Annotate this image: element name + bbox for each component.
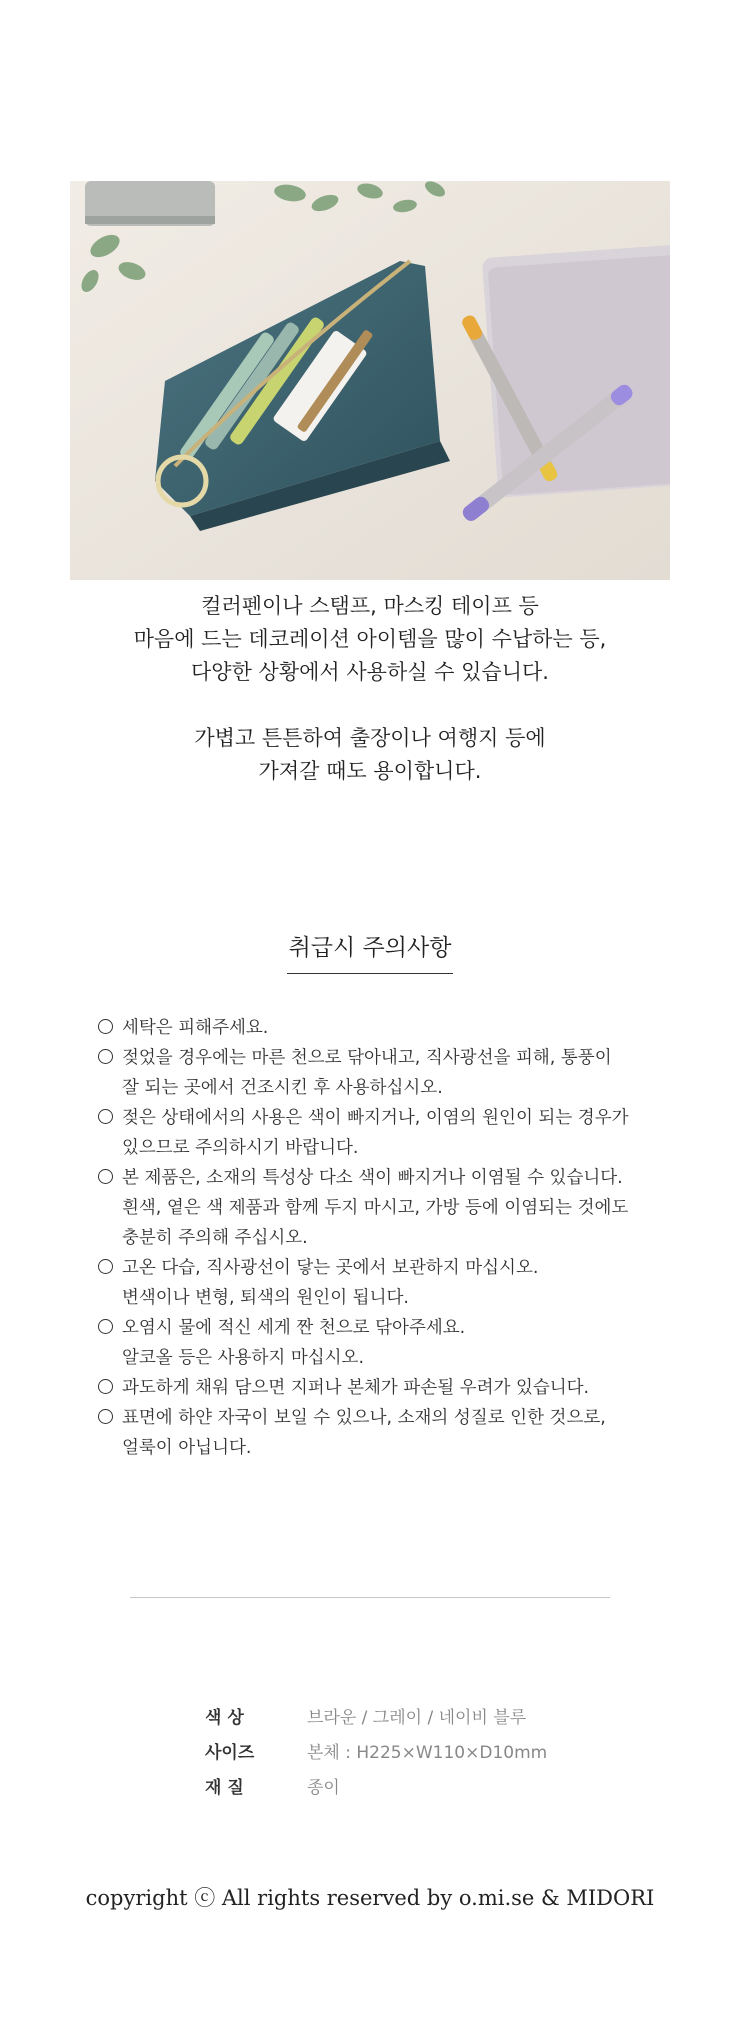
copyright-text: copyright ⓒ All rights reserved by o.mi.se & MIDORI xyxy=(85,1886,655,1910)
caution-title: 취급시 주의사항 xyxy=(287,930,454,974)
list-item: 고온 다습, 직사광선이 닿는 곳에서 보관하지 마십시오. 변색이나 변형, 퇴색의 원인이 됩니다. xyxy=(98,1253,658,1313)
circle-bullet-icon xyxy=(98,1409,113,1424)
list-item: 오염시 물에 적신 세게 짠 천으로 닦아주세요. 알코올 등은 사용하지 마십시오. xyxy=(98,1313,658,1373)
spec-row-color xyxy=(205,1701,547,1736)
spec-value: 브라운 / 그레이 / 네이비 블루 xyxy=(307,1708,527,1728)
intro-text xyxy=(0,590,740,788)
intro-line: 가볍고 튼튼하여 출장이나 여행지 등에 xyxy=(194,726,546,750)
circle-bullet-icon xyxy=(98,1109,113,1124)
spec-table xyxy=(205,1701,547,1806)
intro-line: 다양한 상황에서 사용하실 수 있습니다. xyxy=(191,660,549,684)
list-item: 젖은 상태에서의 사용은 색이 빠지거나, 이염의 원인이 되는 경우가 있으므로 주의하시기 바랍니다. xyxy=(98,1103,658,1163)
spec-row-material xyxy=(205,1771,547,1806)
pencil-pouch-illustration xyxy=(70,181,670,580)
caution-heading xyxy=(0,930,740,974)
caution-list xyxy=(98,1013,658,1463)
spec-row-size xyxy=(205,1736,547,1771)
spec-value: 본체 : H225×W110×D10mm xyxy=(307,1743,548,1763)
circle-bullet-icon xyxy=(98,1049,113,1064)
list-item: 본 제품은, 소재의 특성상 다소 색이 빠지거나 이염될 수 있습니다. 흰색, 옅은 색 제품과 함께 두지 마시고, 가방 등에 이염되는 것에도 충분히 주의해 주십시오. xyxy=(98,1163,658,1253)
circle-bullet-icon xyxy=(98,1019,113,1034)
spec-label: 재 질 xyxy=(205,1778,244,1798)
product-photo xyxy=(70,181,670,580)
circle-bullet-icon xyxy=(98,1169,113,1184)
circle-bullet-icon xyxy=(98,1259,113,1274)
circle-bullet-icon xyxy=(98,1379,113,1394)
circle-bullet-icon xyxy=(98,1319,113,1334)
spec-label: 사이즈 xyxy=(205,1743,255,1763)
intro-line: 컬러펜이나 스탬프, 마스킹 테이프 등 xyxy=(201,594,539,618)
intro-line: 마음에 드는 데코레이션 아이템을 많이 수납하는 등, xyxy=(133,627,607,651)
list-item: 과도하게 채워 담으면 지퍼나 본체가 파손될 우려가 있습니다. xyxy=(98,1373,658,1403)
list-item: 표면에 하얀 자국이 보일 수 있으나, 소재의 성질로 인한 것으로, 얼룩이 아닙니다. xyxy=(98,1403,658,1463)
spec-label: 색 상 xyxy=(205,1708,244,1728)
intro-line: 가져갈 때도 용이합니다. xyxy=(258,759,482,783)
spec-value: 종이 xyxy=(307,1778,340,1798)
section-divider xyxy=(130,1597,610,1598)
list-item: 세탁은 피해주세요. xyxy=(98,1013,658,1043)
list-item: 젖었을 경우에는 마른 천으로 닦아내고, 직사광선을 피해, 통풍이 잘 되는 곳에서 건조시킨 후 사용하십시오. xyxy=(98,1043,658,1103)
